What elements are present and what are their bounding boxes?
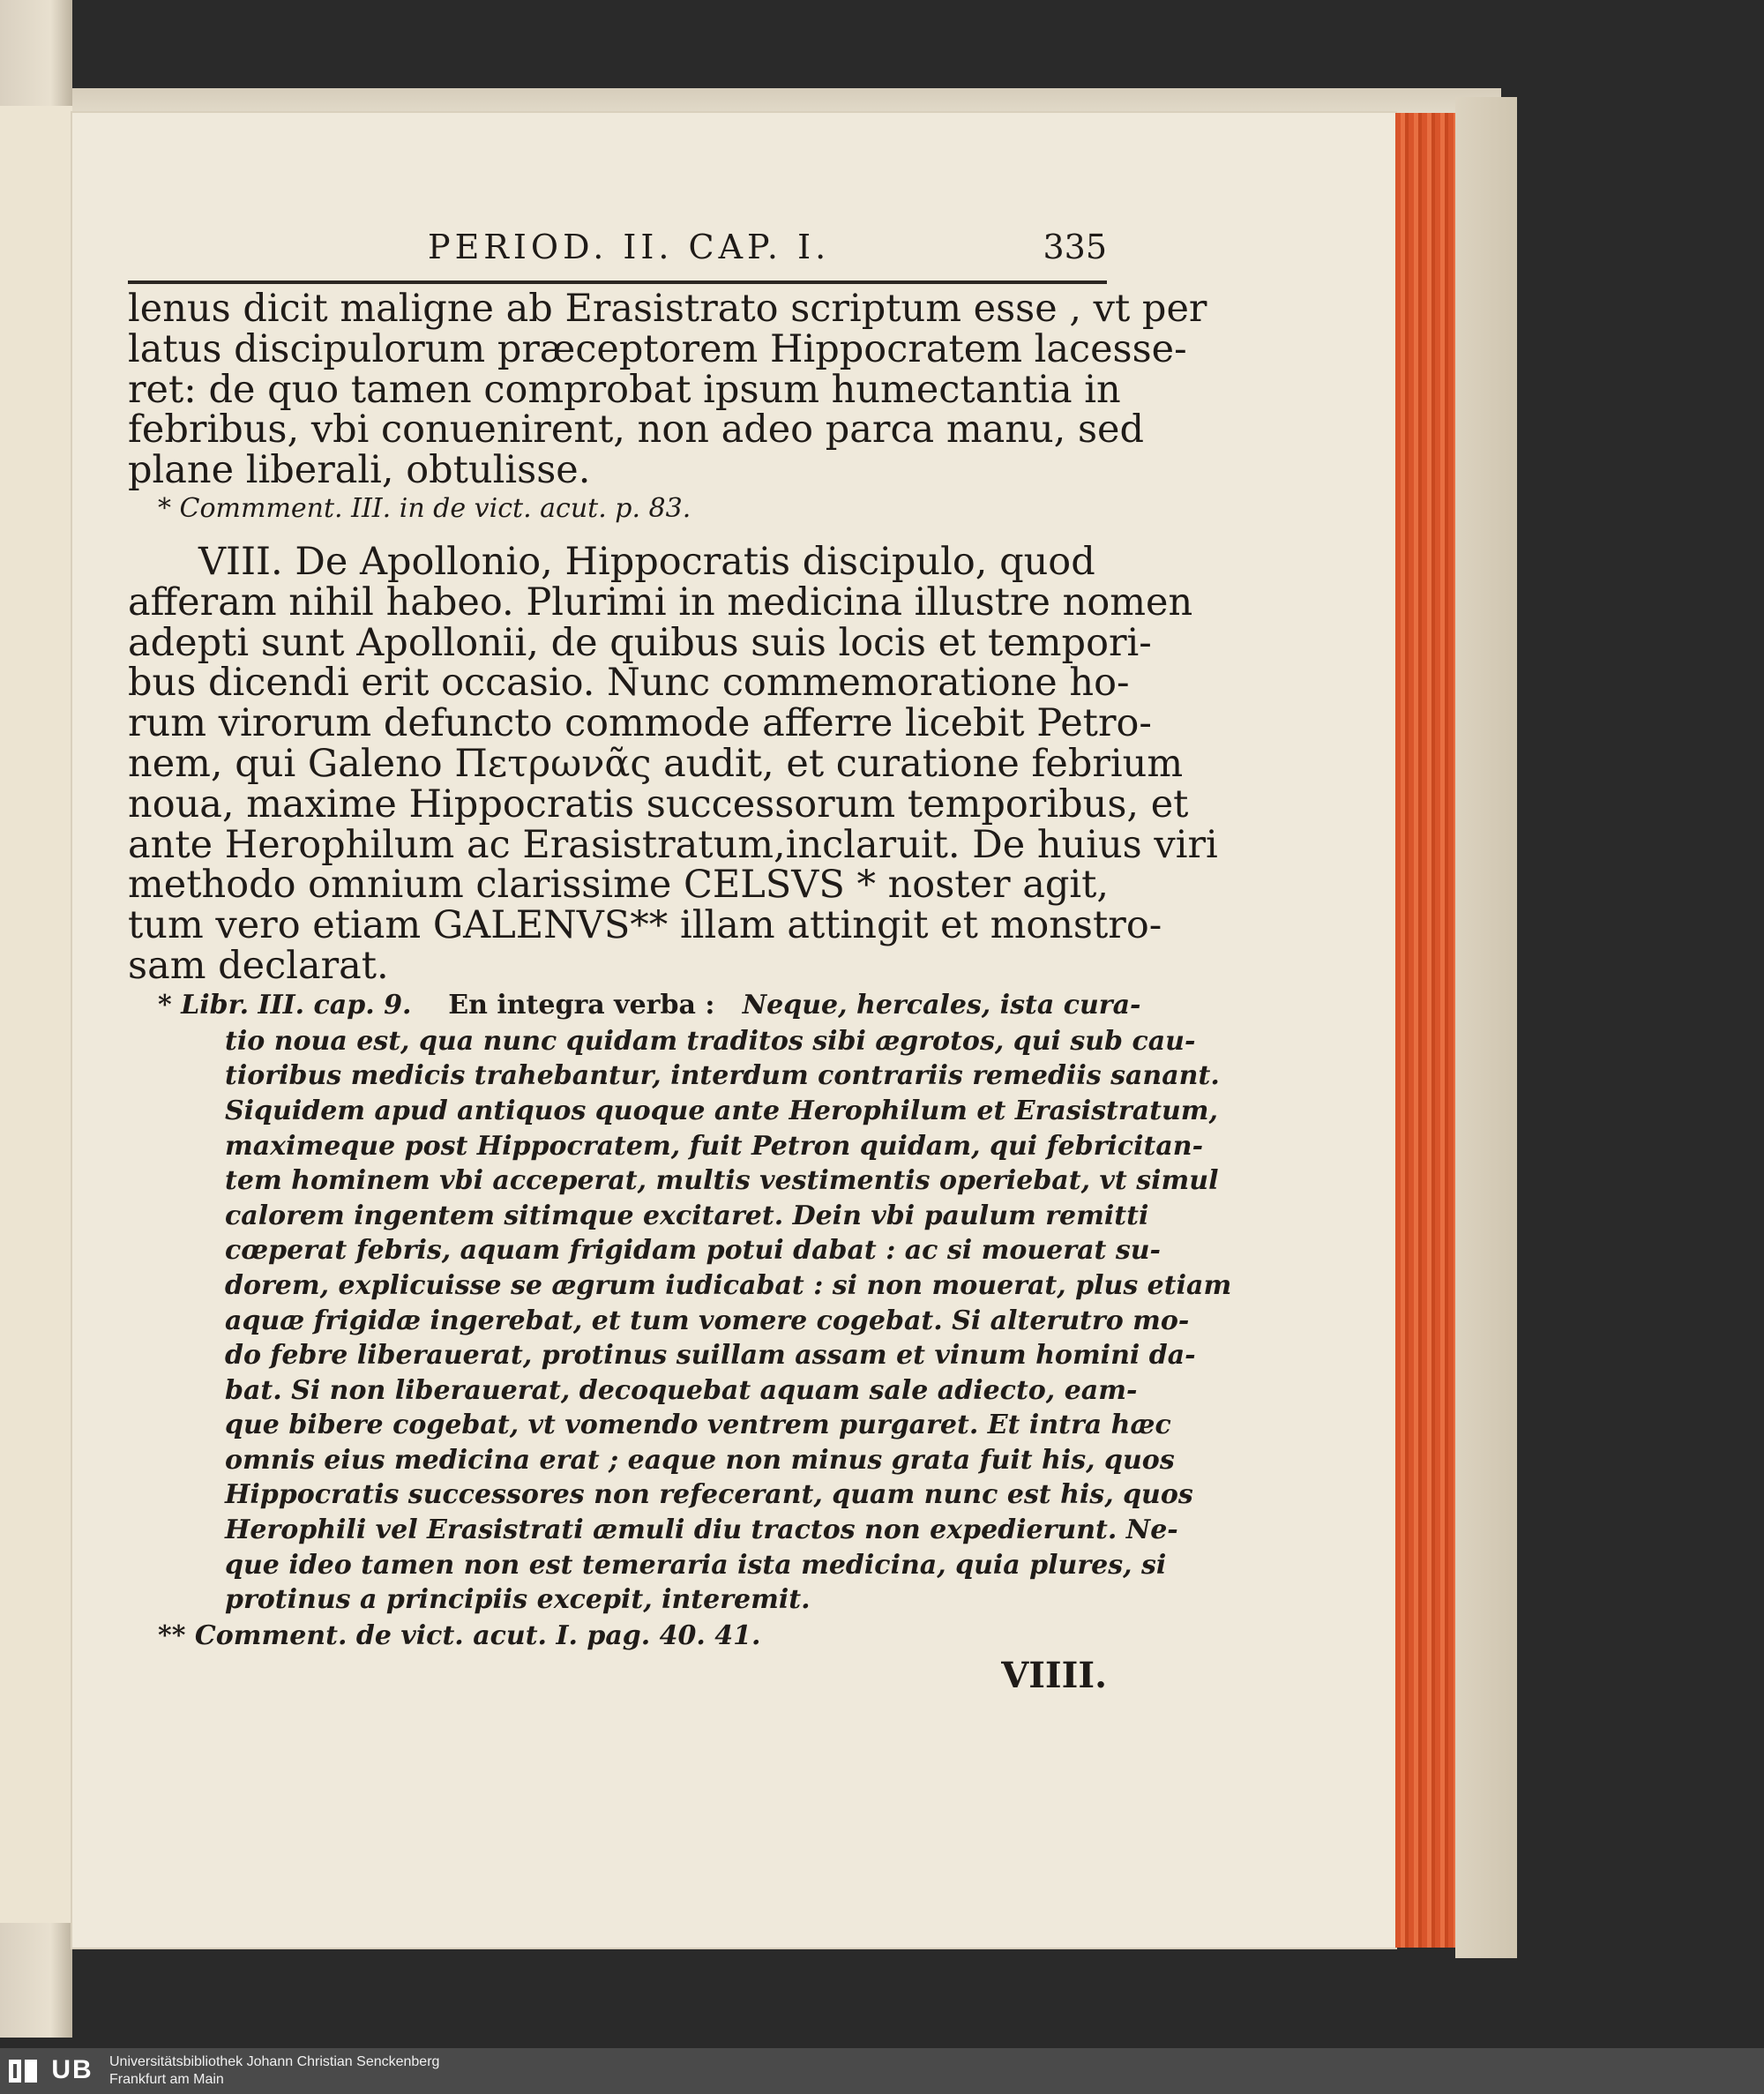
footnote-line: omnis eius medicina erat ; eaque non minus grata fuit his, quos bbox=[225, 1444, 1175, 1476]
library-name bbox=[109, 2053, 439, 2089]
footnote-2: ** Comment. de vict. acut. I. pag. 40. 41. bbox=[158, 1619, 761, 1651]
footnote-line: dorem, explicuisse se ægrum iudicabat : si non mouerat, plus etiam bbox=[225, 1269, 1232, 1301]
paragraph-2 bbox=[128, 539, 1218, 988]
footnote-reference: * Libr. III. cap. 9. bbox=[158, 989, 412, 1021]
text-line: bus dicendi erit occasio. Nunc commemoratione ho- bbox=[128, 661, 1130, 706]
text-line: adepti sunt Apollonii, de quibus suis locis et tempori- bbox=[128, 620, 1152, 665]
footnote-line: tem hominem vbi acceperat, multis vestimentis operiebat, vt simul bbox=[225, 1165, 1219, 1197]
facing-page-margin bbox=[0, 106, 72, 1923]
catchword: VIIII. bbox=[1001, 1654, 1107, 1696]
footnote-heading bbox=[128, 987, 1141, 1024]
text-line: rum virorum defuncto commode afferre licebit Petro- bbox=[128, 701, 1152, 746]
footnote-quote bbox=[128, 1024, 1232, 1618]
text-line: febribus, vbi conuenirent, non adeo parca manu, sed bbox=[128, 408, 1145, 452]
footnote-line: protinus a principiis excepit, interemit. bbox=[225, 1584, 811, 1616]
footnote-line: maximeque post Hippocratem, fuit Petron quidam, qui febricitan- bbox=[225, 1130, 1204, 1162]
text-line: nem, qui Galeno Πετρωνᾶς audit, et curatione febrium bbox=[128, 741, 1184, 786]
text-line: tum vero etiam GALENVS** illam attingit et monstro- bbox=[128, 903, 1162, 948]
page-text bbox=[128, 228, 1232, 1699]
footnote-line: Hippocratis successores non refecerant, quam nunc est his, quos bbox=[225, 1479, 1193, 1511]
footnote-line: bat. Si non liberauerat, decoquebat aquam sale adiecto, eam- bbox=[225, 1374, 1138, 1406]
text-line: latus discipulorum præceptorem Hippocratem lacesse- bbox=[128, 326, 1187, 371]
library-logo bbox=[7, 2055, 102, 2087]
text-line: afferam nihil habeo. Plurimi in medicina illustre nomen bbox=[128, 580, 1193, 624]
red-fore-edge bbox=[1395, 113, 1455, 1948]
text-line: plane liberali, obtulisse. bbox=[128, 448, 591, 493]
text-line: methodo omnium clarissime CELSVS * noster agit, bbox=[128, 863, 1110, 908]
footnote-line: Herophili vel Erasistrati æmuli diu tractos non expedierunt. Ne- bbox=[225, 1514, 1178, 1546]
footnote-line: aquæ frigidæ ingerebat, et tum vomere cogebat. Si alterutro mo- bbox=[225, 1305, 1190, 1336]
footnote-line: que ideo tamen non est temeraria ista medicina, quia plures, si bbox=[225, 1549, 1167, 1581]
footnote-quote-start: Neque, hercales, ista cura- bbox=[742, 989, 1141, 1021]
page-number: 335 bbox=[1043, 228, 1107, 266]
footnote-line: Siquidem apud antiquos quoque ante Herophilum et Erasistratum, bbox=[225, 1095, 1218, 1126]
library-logo-icon bbox=[7, 2056, 42, 2086]
book-cover-edge bbox=[1455, 97, 1517, 1958]
logo-text: UB bbox=[51, 2055, 93, 2084]
text-line: ante Herophilum ac Erasistratum,inclaruit. De huius viri bbox=[128, 822, 1218, 867]
text-line: ret: de quo tamen comprobat ipsum humectantia in bbox=[128, 367, 1121, 412]
catchword-row bbox=[128, 1655, 1107, 1699]
footnote-line: calorem ingentem sitimque excitaret. Dein vbi paulum remitti bbox=[225, 1200, 1149, 1231]
library-line-2: Frankfurt am Main bbox=[109, 2072, 224, 2087]
footnote-line: tioribus medicis trahebantur, interdum contrariis remediis sanant. bbox=[225, 1060, 1220, 1092]
footnote-line: cœperat febris, aquam frigidam potui dabat : ac si mouerat su- bbox=[225, 1235, 1161, 1267]
paragraph-1 bbox=[128, 287, 1207, 493]
footnote-label: En integra verba : bbox=[448, 989, 715, 1021]
running-title: PERIOD. II. CAP. I. bbox=[428, 228, 831, 266]
running-header bbox=[128, 228, 1107, 284]
text-line: lenus dicit maligne ab Erasistrato scriptum esse , vt per bbox=[128, 287, 1207, 331]
marginal-note: * Commment. III. in de vict. acut. p. 83. bbox=[158, 492, 691, 524]
footnote-line: que bibere cogebat, vt vomendo ventrem purgaret. Et intra hæc bbox=[225, 1410, 1171, 1441]
text-line: noua, maxime Hippocratis successorum temporibus, et bbox=[128, 782, 1189, 826]
library-line-1: Universitätsbibliothek Johann Christian Senckenberg bbox=[109, 2054, 440, 2069]
text-line: VIII. De Apollonio, Hippocratis discipulo, quod bbox=[198, 539, 1095, 584]
library-footer bbox=[0, 2048, 1764, 2094]
facing-page-edge bbox=[0, 0, 72, 2038]
footnote-line: tio noua est, qua nunc quidam traditos sibi ægrotos, qui sub cau- bbox=[225, 1025, 1196, 1057]
text-line: sam declarat. bbox=[128, 943, 389, 988]
footnote-line: do febre liberauerat, protinus suillam assam et vinum homini da- bbox=[225, 1340, 1196, 1372]
